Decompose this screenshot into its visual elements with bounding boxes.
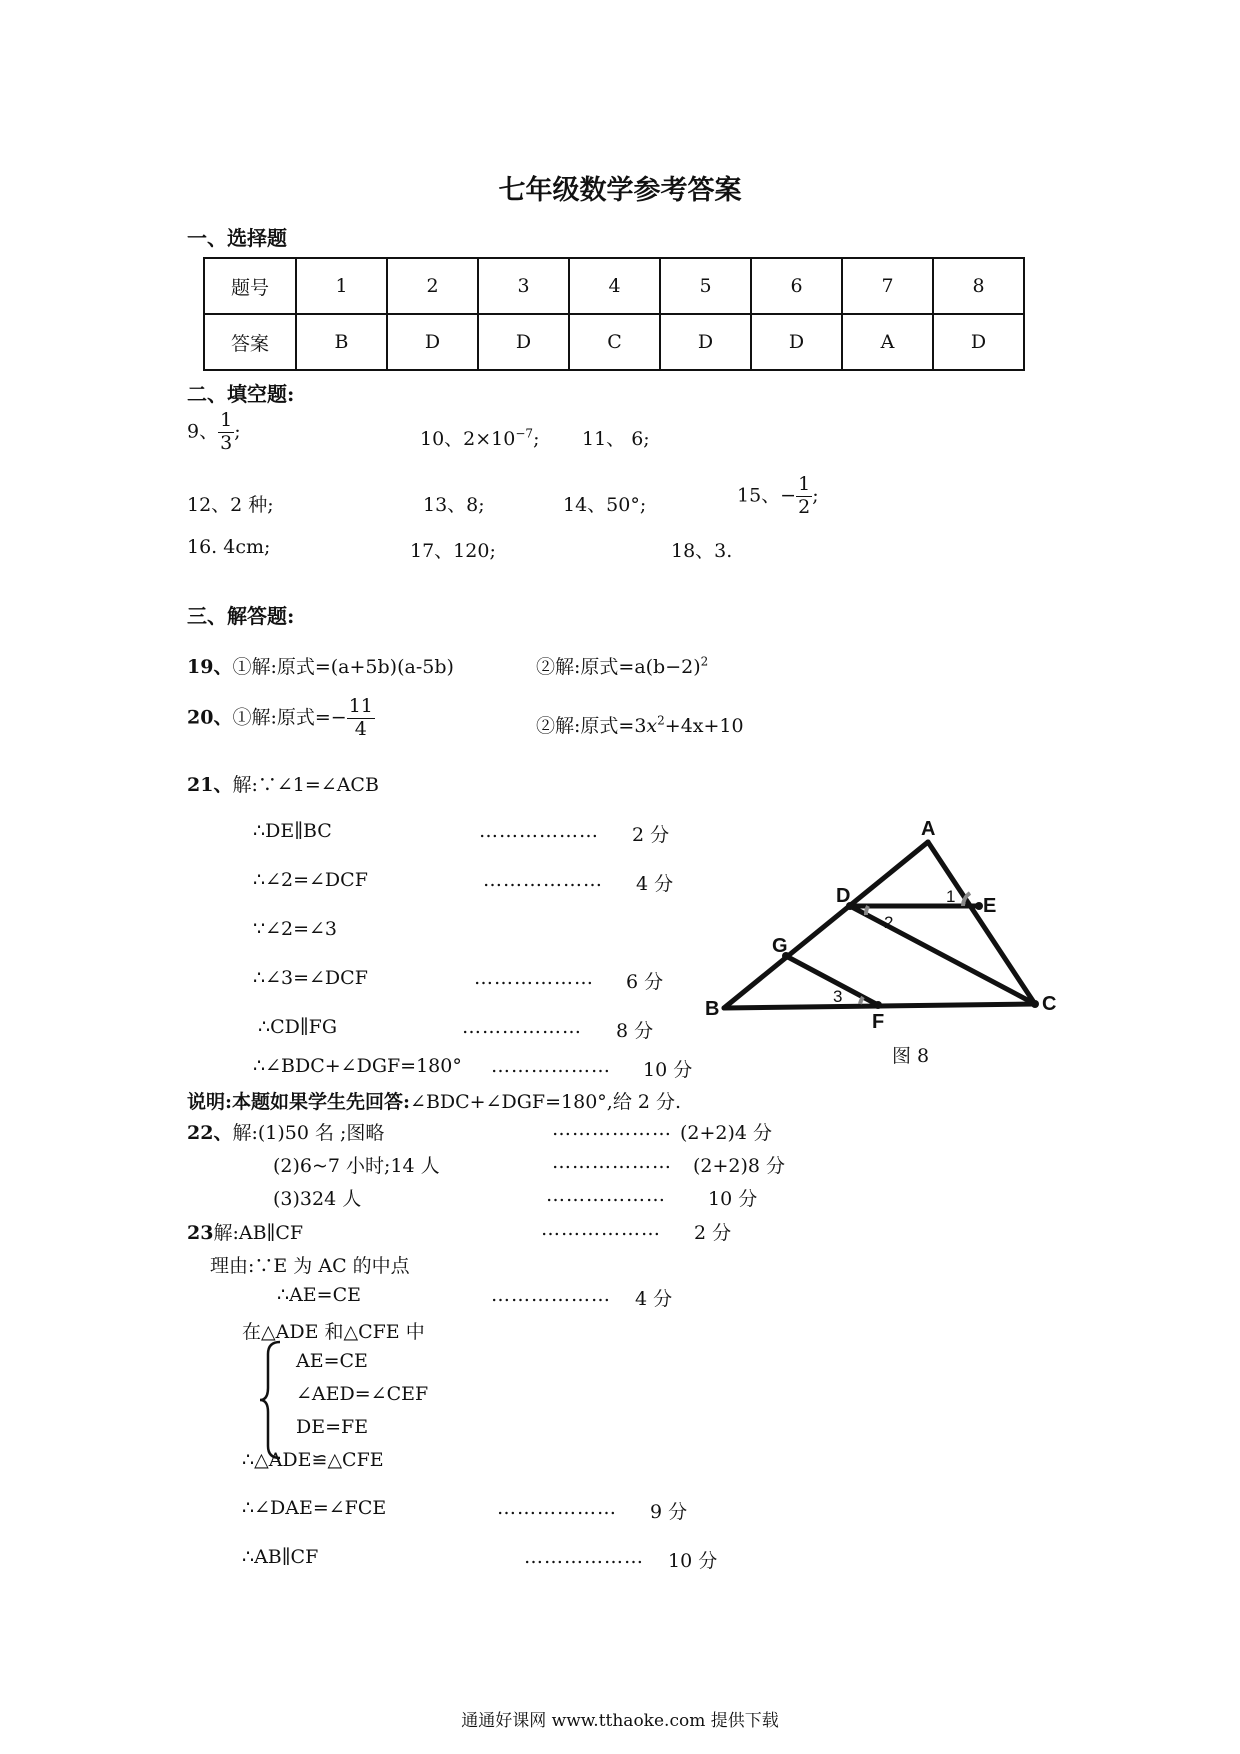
answer-18: 18、3. [671, 540, 733, 562]
table-cell: 8 [933, 258, 1024, 314]
label-b: B [705, 998, 720, 1020]
table-cell: A [842, 314, 933, 370]
table-cell: 1 [296, 258, 387, 314]
answer-15 [737, 474, 819, 519]
denominator: 3 [220, 431, 233, 454]
label-f: F [872, 1011, 885, 1033]
brace-icon [258, 1340, 284, 1460]
solution-part-1: ①解:原式=(a+5b)(a-5b) [232, 656, 454, 678]
answer-9 [187, 410, 241, 455]
fraction [796, 474, 812, 519]
line-dc [850, 906, 1035, 1004]
dot-leader: ……………… [462, 1016, 582, 1038]
label-angle-1: 1 [946, 887, 956, 906]
figure-caption: 图 8 [892, 1045, 930, 1067]
dot-leader: ……………… [479, 820, 599, 842]
page-title: 七年级数学参考答案 [498, 175, 742, 206]
note-label: 说明:本题如果学生先回答: [187, 1091, 411, 1113]
reason-line: 理由:∵E 为 AC 的中点 [210, 1255, 410, 1277]
proof-line: ∴∠BDC+∠DGF=180° [253, 1055, 462, 1077]
score: 2 分 [632, 824, 670, 846]
dot-leader: ……………… [541, 1218, 661, 1240]
label-d: D [836, 885, 851, 907]
punct: ; [234, 420, 241, 443]
note [187, 1087, 681, 1114]
answer-line: 解:(1)50 名 ;图略 [232, 1122, 385, 1144]
proof-line: ∴AE=CE [277, 1284, 362, 1306]
variable: x [646, 715, 658, 737]
answer-13: 13、8; [423, 494, 485, 516]
dot-leader: ……………… [491, 1284, 611, 1306]
score: (2+2)4 分 [680, 1122, 773, 1144]
section-solve-heading: 三、解答题: [187, 604, 295, 628]
line-gf [786, 956, 878, 1005]
answer-10 [420, 424, 539, 451]
answer-11: 11、 6; [582, 428, 650, 450]
condition-line: ∠AED=∠CEF [296, 1383, 429, 1405]
dot-leader: ……………… [546, 1184, 666, 1206]
table-row-numbers [204, 258, 1024, 314]
answer-table [203, 257, 1025, 371]
label-angle-2: 2 [884, 913, 894, 932]
table-cell: B [296, 314, 387, 370]
dot-leader: ……………… [491, 1055, 611, 1077]
answer-label: 15、− [737, 484, 797, 507]
exponent: 2 [657, 713, 665, 728]
solution-part-1: ①解:原式=− [232, 706, 347, 729]
geometry-figure [700, 790, 1080, 1080]
table-header-label: 答案 [204, 314, 296, 370]
solution-part-2: ②解:原式=a(b−2) [536, 656, 701, 678]
question-number: 20、 [187, 706, 233, 729]
dot-leader: ……………… [474, 967, 594, 989]
note-text: ∠BDC+∠DGF=180°,给 2 分. [410, 1091, 682, 1113]
table-cell: C [569, 314, 660, 370]
score: 10 分 [708, 1188, 758, 1210]
answer-label: 9、 [187, 420, 219, 443]
label-c: C [1042, 993, 1057, 1015]
dot-leader: ……………… [524, 1546, 644, 1568]
answer-line: (3)324 人 [273, 1188, 362, 1210]
dot-leader: ……………… [552, 1118, 672, 1140]
answer-16: 16. 4cm; [187, 536, 271, 558]
numerator: 11 [348, 695, 373, 717]
denominator: 4 [354, 717, 367, 740]
table-cell: D [478, 314, 569, 370]
table-cell: 5 [660, 258, 751, 314]
proof-line: ∴∠3=∠DCF [253, 967, 368, 989]
proof-line: ∴∠2=∠DCF [253, 869, 368, 891]
point-f [874, 1001, 882, 1009]
score: 8 分 [616, 1020, 654, 1042]
fraction [347, 696, 375, 741]
table-cell: 4 [569, 258, 660, 314]
table-cell: 7 [842, 258, 933, 314]
label-g: G [772, 935, 788, 957]
page-footer: 通通好课网 www.tthaoke.com 提供下载 [461, 1711, 779, 1731]
solution-part-2-rest: +4x+10 [664, 715, 744, 737]
table-cell: D [933, 314, 1024, 370]
angle-2-arc [866, 906, 868, 915]
line-ac [928, 842, 1035, 1004]
section-fill-heading: 二、填空题: [187, 382, 295, 406]
question-number: 21、 [187, 774, 233, 796]
answer-17: 17、120; [410, 540, 496, 562]
score: 9 分 [650, 1501, 688, 1523]
score: 2 分 [694, 1222, 732, 1244]
table-header-label: 题号 [204, 258, 296, 314]
question-19-part2 [536, 652, 708, 679]
table-cell: 6 [751, 258, 842, 314]
point-c [1031, 1000, 1039, 1008]
condition-line: AE=CE [296, 1350, 368, 1372]
punct: ; [533, 428, 540, 450]
question-20 [187, 696, 375, 741]
answer-line: 解:AB∥CF [213, 1222, 304, 1244]
question-number: 19、 [187, 656, 233, 678]
table-cell: 3 [478, 258, 569, 314]
table-cell: D [387, 314, 478, 370]
question-19 [187, 652, 454, 679]
question-number: 22、 [187, 1122, 233, 1144]
score: 10 分 [643, 1059, 693, 1081]
dot-leader: ……………… [483, 869, 603, 891]
exponent: −7 [515, 426, 534, 441]
dot-leader: ……………… [552, 1151, 672, 1173]
angle-3-arc [860, 997, 863, 1004]
condition-line: DE=FE [296, 1416, 369, 1438]
proof-line: ∴∠DAE=∠FCE [242, 1497, 387, 1519]
proof-line: ∴AB∥CF [242, 1546, 319, 1568]
point-e [975, 902, 983, 910]
fraction [218, 410, 234, 455]
proof-line: 在△ADE 和△CFE 中 [242, 1321, 425, 1343]
score: (2+2)8 分 [693, 1155, 786, 1177]
exponent: 2 [700, 654, 709, 669]
question-number: 23 [187, 1222, 214, 1244]
proof-line: ∴△ADE≌△CFE [242, 1449, 384, 1471]
denominator: 2 [798, 495, 811, 518]
answer-text: 10、2×10 [420, 428, 516, 450]
question-23 [187, 1218, 303, 1245]
score: 4 分 [635, 1288, 673, 1310]
question-22 [187, 1118, 384, 1145]
punct: ; [812, 484, 819, 507]
line-ab [724, 842, 928, 1008]
dot-leader: ……………… [497, 1497, 617, 1519]
table-row-answers [204, 314, 1024, 370]
question-20-part2 [536, 711, 744, 738]
table-cell: D [751, 314, 842, 370]
proof-line: 解:∵∠1=∠ACB [232, 774, 379, 796]
score: 6 分 [626, 971, 664, 993]
score: 4 分 [636, 873, 674, 895]
table-cell: 2 [387, 258, 478, 314]
proof-line: ∵∠2=∠3 [253, 918, 338, 940]
table-cell: D [660, 314, 751, 370]
answer-line: (2)6~7 小时;14 人 [273, 1155, 440, 1177]
label-a: A [921, 818, 936, 840]
proof-line: ∴DE∥BC [253, 820, 332, 842]
numerator: 1 [220, 409, 233, 431]
question-21 [187, 770, 379, 797]
answer-14: 14、50°; [563, 494, 647, 516]
solution-part-2: ②解:原式=3 [536, 715, 647, 737]
answer-12: 12、2 种; [187, 494, 274, 516]
score: 10 分 [668, 1550, 718, 1572]
label-e: E [983, 895, 997, 917]
section-choice-heading: 一、选择题 [187, 226, 287, 250]
label-angle-3: 3 [833, 987, 843, 1006]
proof-line: ∴CD∥FG [258, 1016, 337, 1038]
numerator: 1 [798, 473, 811, 495]
